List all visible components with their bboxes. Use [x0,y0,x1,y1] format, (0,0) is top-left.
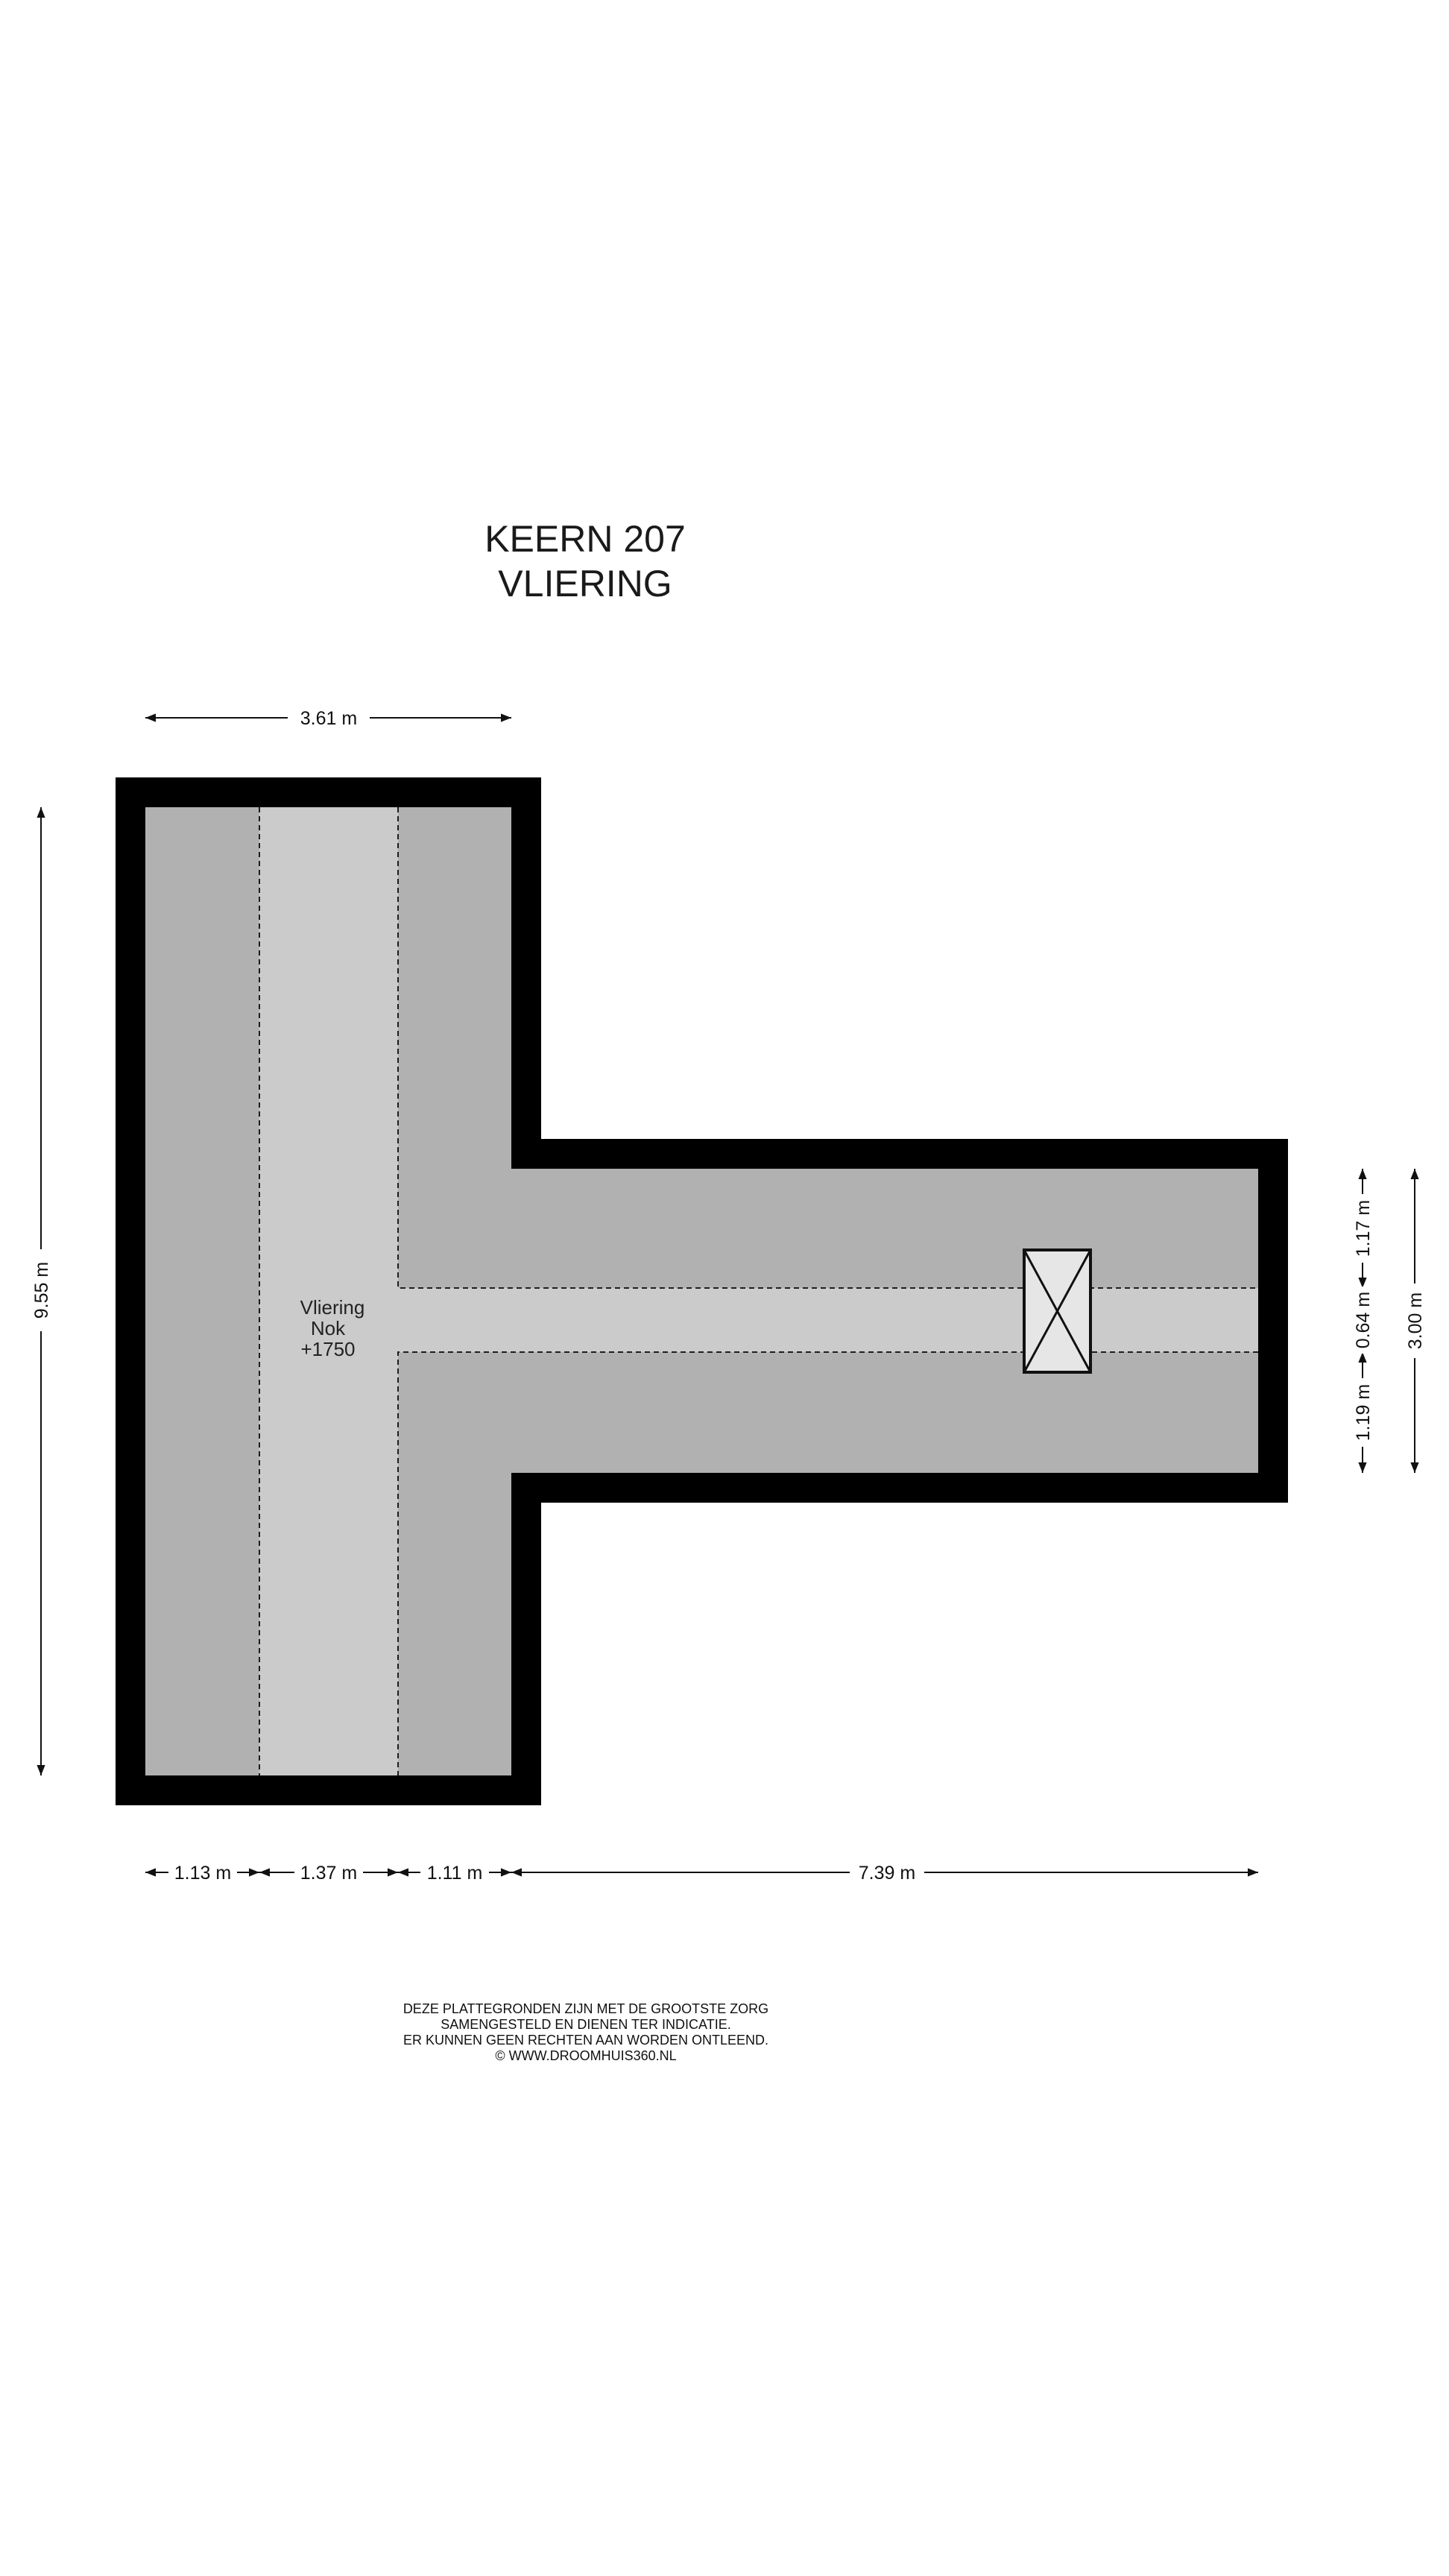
dim-bottom-4: 7.39 m [858,1863,916,1884]
floor-standing-zone-horizontal [398,1288,1258,1352]
ridge-label: Nok [310,1317,346,1339]
floor-title: VLIERING [498,563,672,604]
floor-standing-zone-vertical [259,807,398,1775]
room-name: Vliering [300,1296,365,1319]
dim-right-2: 0.64 m [1353,1291,1374,1349]
roof-hatch-icon [1024,1250,1090,1372]
disclaimer-line-3: ER KUNNEN GEEN RECHTEN AAN WORDEN ONTLEEND. [402,2033,769,2048]
dim-bottom-1: 1.13 m [174,1863,232,1884]
dim-bottom-3: 1.11 m [426,1863,483,1884]
dim-right-1: 1.17 m [1353,1199,1374,1257]
dim-top-width: 3.61 m [300,708,358,729]
dim-right-total: 3.00 m [1405,1292,1426,1350]
ridge-height: +1750 [300,1338,356,1360]
dim-right-3: 1.19 m [1353,1383,1374,1442]
dim-bottom-2: 1.37 m [300,1863,358,1884]
disclaimer-line-4: © WWW.DROOMHUIS360.NL [495,2048,677,2063]
address-title: KEERN 207 [484,518,686,560]
disclaimer-line-2: SAMENGESTELD EN DIENEN TER INDICATIE. [441,2017,731,2032]
dim-left-height: 9.55 m [31,1261,52,1319]
disclaimer-line-1: DEZE PLATTEGRONDEN ZIJN MET DE GROOTSTE ZORG [402,2001,769,2016]
